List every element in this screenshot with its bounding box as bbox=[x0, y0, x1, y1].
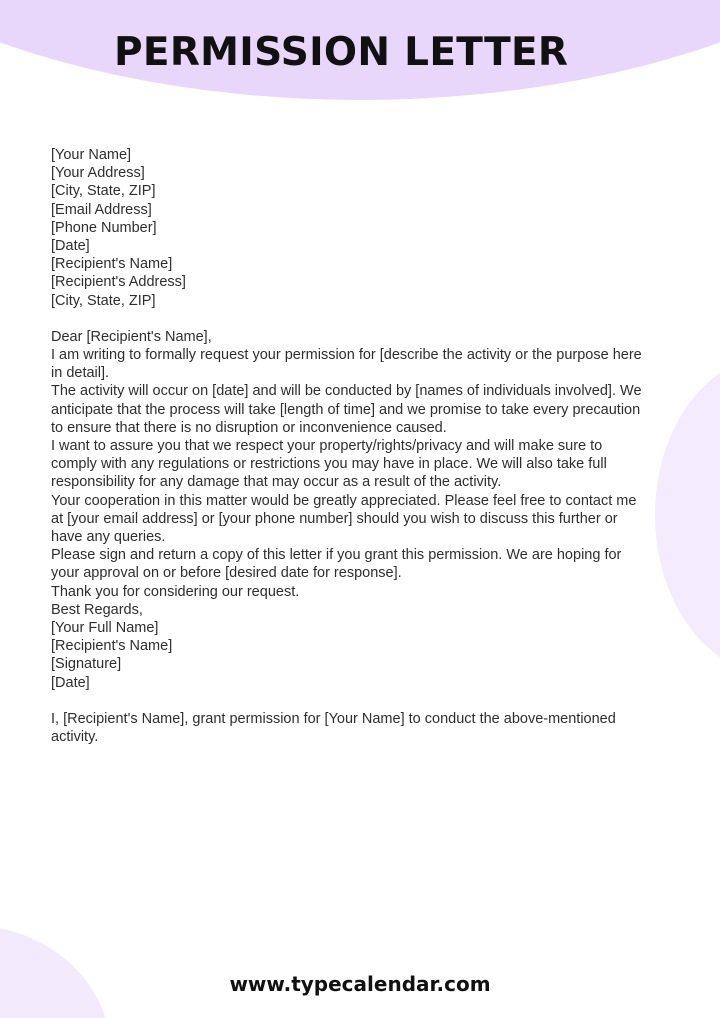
grant-statement: I, [Recipient's Name], grant permission for [Your Name] to conduct the above-mentioned activity. bbox=[51, 710, 616, 746]
address-line: [Recipient's Name] bbox=[51, 256, 173, 273]
body-paragraph: I want to assure you that we respect your property/rights/privacy and will make sure to comply with any regulations or restrictions you may have in place. We will also take full responsibility for any damage that may occur as a result of the activity. bbox=[51, 438, 607, 491]
address-line: [City, State, ZIP] bbox=[51, 183, 156, 200]
signature-line: [Date] bbox=[51, 674, 90, 691]
signature-line: [Signature] bbox=[51, 656, 122, 673]
signature-line: [Recipient's Name] bbox=[51, 638, 173, 655]
address-line: [City, State, ZIP] bbox=[51, 292, 156, 309]
address-line: [Your Address] bbox=[51, 165, 145, 182]
signature-block bbox=[51, 619, 651, 692]
page-title: PERMISSION LETTER bbox=[114, 30, 569, 75]
salutation: Dear [Recipient's Name], bbox=[51, 328, 212, 345]
address-line: [Phone Number] bbox=[51, 219, 157, 236]
body-paragraph: I am writing to formally request your permission for [describe the activity or the purpose here in detail]. bbox=[51, 347, 642, 382]
body-paragraph: The activity will occur on [date] and will be conducted by [names of individuals involved]. We anticipate that the process will take [length of time] and we promise to take every precaution to ensure that there is no disruption or inconvenience caused. bbox=[51, 383, 642, 436]
address-line: [Date] bbox=[51, 238, 90, 255]
letter-body bbox=[51, 146, 651, 746]
body-paragraph: Thank you for considering our request. bbox=[51, 583, 300, 600]
address-line: [Your Name] bbox=[51, 147, 132, 163]
body-paragraph: Your cooperation in this matter would be greatly appreciated. Please feel free to contact me at [your email address] or [your phone number] should you wish to discuss this further or have any queries. bbox=[51, 492, 637, 546]
address-line: [Email Address] bbox=[51, 201, 152, 218]
body-paragraph: Please sign and return a copy of this letter if you grant this permission. We are hoping for your approval on or before [desired date for response]. bbox=[51, 547, 622, 582]
closing: Best Regards, bbox=[51, 601, 143, 618]
signature-line: [Your Full Name] bbox=[51, 620, 159, 637]
right-decoration bbox=[655, 355, 720, 675]
address-line: [Recipient's Address] bbox=[51, 274, 186, 291]
footer-url: www.typecalendar.com bbox=[229, 972, 491, 996]
address-block bbox=[51, 146, 651, 310]
